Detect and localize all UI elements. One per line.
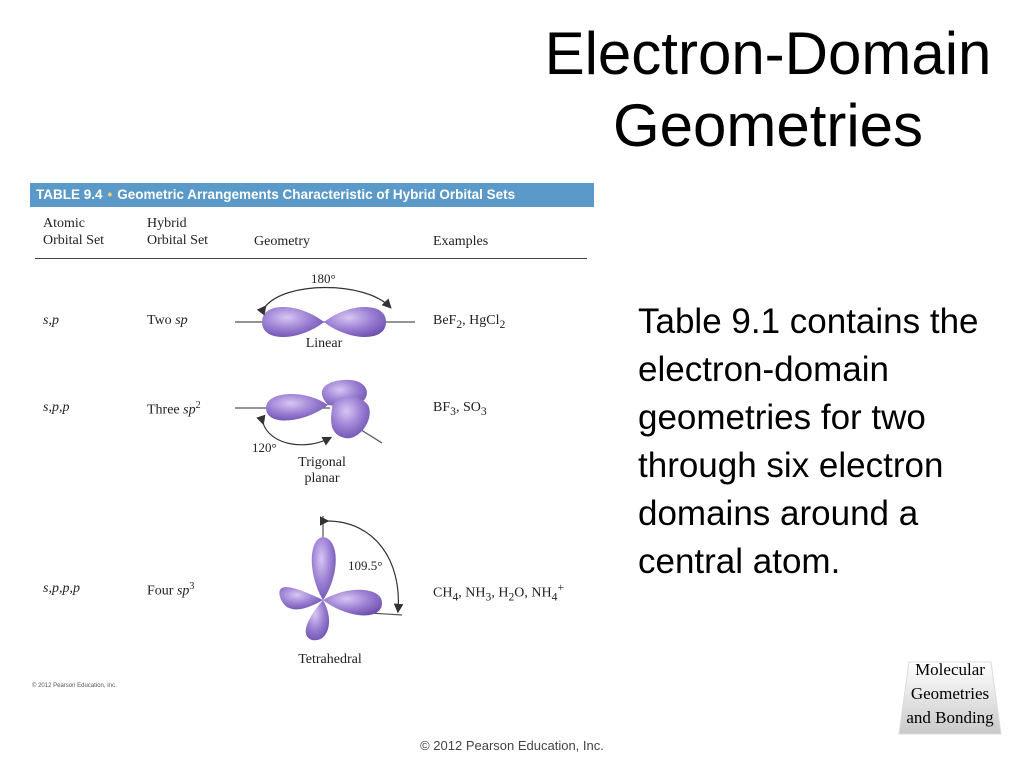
col-hybrid-line2: Orbital Set [147, 233, 209, 248]
trigonal-planar-sp2-orbitals [235, 380, 382, 445]
table-label: TABLE 9.4 [36, 187, 103, 202]
caption-bullet: • [107, 187, 113, 202]
row1-atomic: s,p [43, 313, 59, 328]
badge-text [897, 658, 1003, 730]
row1-angle-label: 180° [311, 271, 336, 286]
title-line-1: Electron-Domain [544, 20, 992, 87]
orbital-diagrams [30, 183, 594, 683]
row1-examples: BeF$_2$, HgCl$_2$ [433, 313, 506, 331]
title-line-2: Geometries [612, 92, 924, 159]
row1-hybrid: Two sp [147, 313, 188, 328]
row3-geometry-label: Tetrahedral [298, 652, 362, 667]
row2-hybrid: Three $sp^2$ [147, 400, 201, 418]
table-copyright: © 2012 Pearson Education, Inc. [32, 683, 117, 689]
row2-angle-label: 120° [252, 440, 277, 455]
row3-angle-label: 109.5° [348, 558, 383, 573]
slide-title [520, 18, 1016, 162]
row2-geometry-label: Trigonal planar [298, 455, 346, 486]
row3-examples: $CH_4$, $NH_3$, $H_2O$, $NH_4^+$ [433, 581, 565, 604]
col-geometry: Geometry [254, 234, 310, 249]
footer-copyright: © 2012 Pearson Education, Inc. [420, 738, 604, 753]
col-atomic-line2: Orbital Set [43, 233, 105, 248]
row2-examples: $BF_3$, $SO_3$ [433, 400, 487, 418]
body-paragraph: Table 9.1 contains the electron-domain geometries for two through six electron domains around a central atom. [638, 302, 979, 581]
badge-line-1: Molecular [915, 660, 985, 679]
row3-atomic: s,p,p,p [43, 581, 80, 596]
table-caption: Geometric Arrangements Characteristic of Hybrid Orbital Sets [117, 187, 516, 202]
badge-line-2: Geometries [910, 684, 990, 703]
hybrid-orbital-table-figure [30, 183, 594, 693]
row1-geometry-label: Linear [305, 336, 343, 351]
chapter-badge [897, 658, 1003, 738]
col-examples: Examples [433, 234, 489, 249]
linear-sp-orbitals [235, 288, 415, 338]
row2-atomic: s,p,p [43, 400, 70, 415]
badge-line-3: and Bonding [906, 708, 994, 727]
row3-hybrid: Four $sp^3$ [147, 581, 195, 599]
col-atomic-line1: Atomic [43, 216, 85, 231]
tetrahedral-sp3-orbitals [279, 516, 402, 640]
col-hybrid-line1: Hybrid [147, 216, 187, 231]
